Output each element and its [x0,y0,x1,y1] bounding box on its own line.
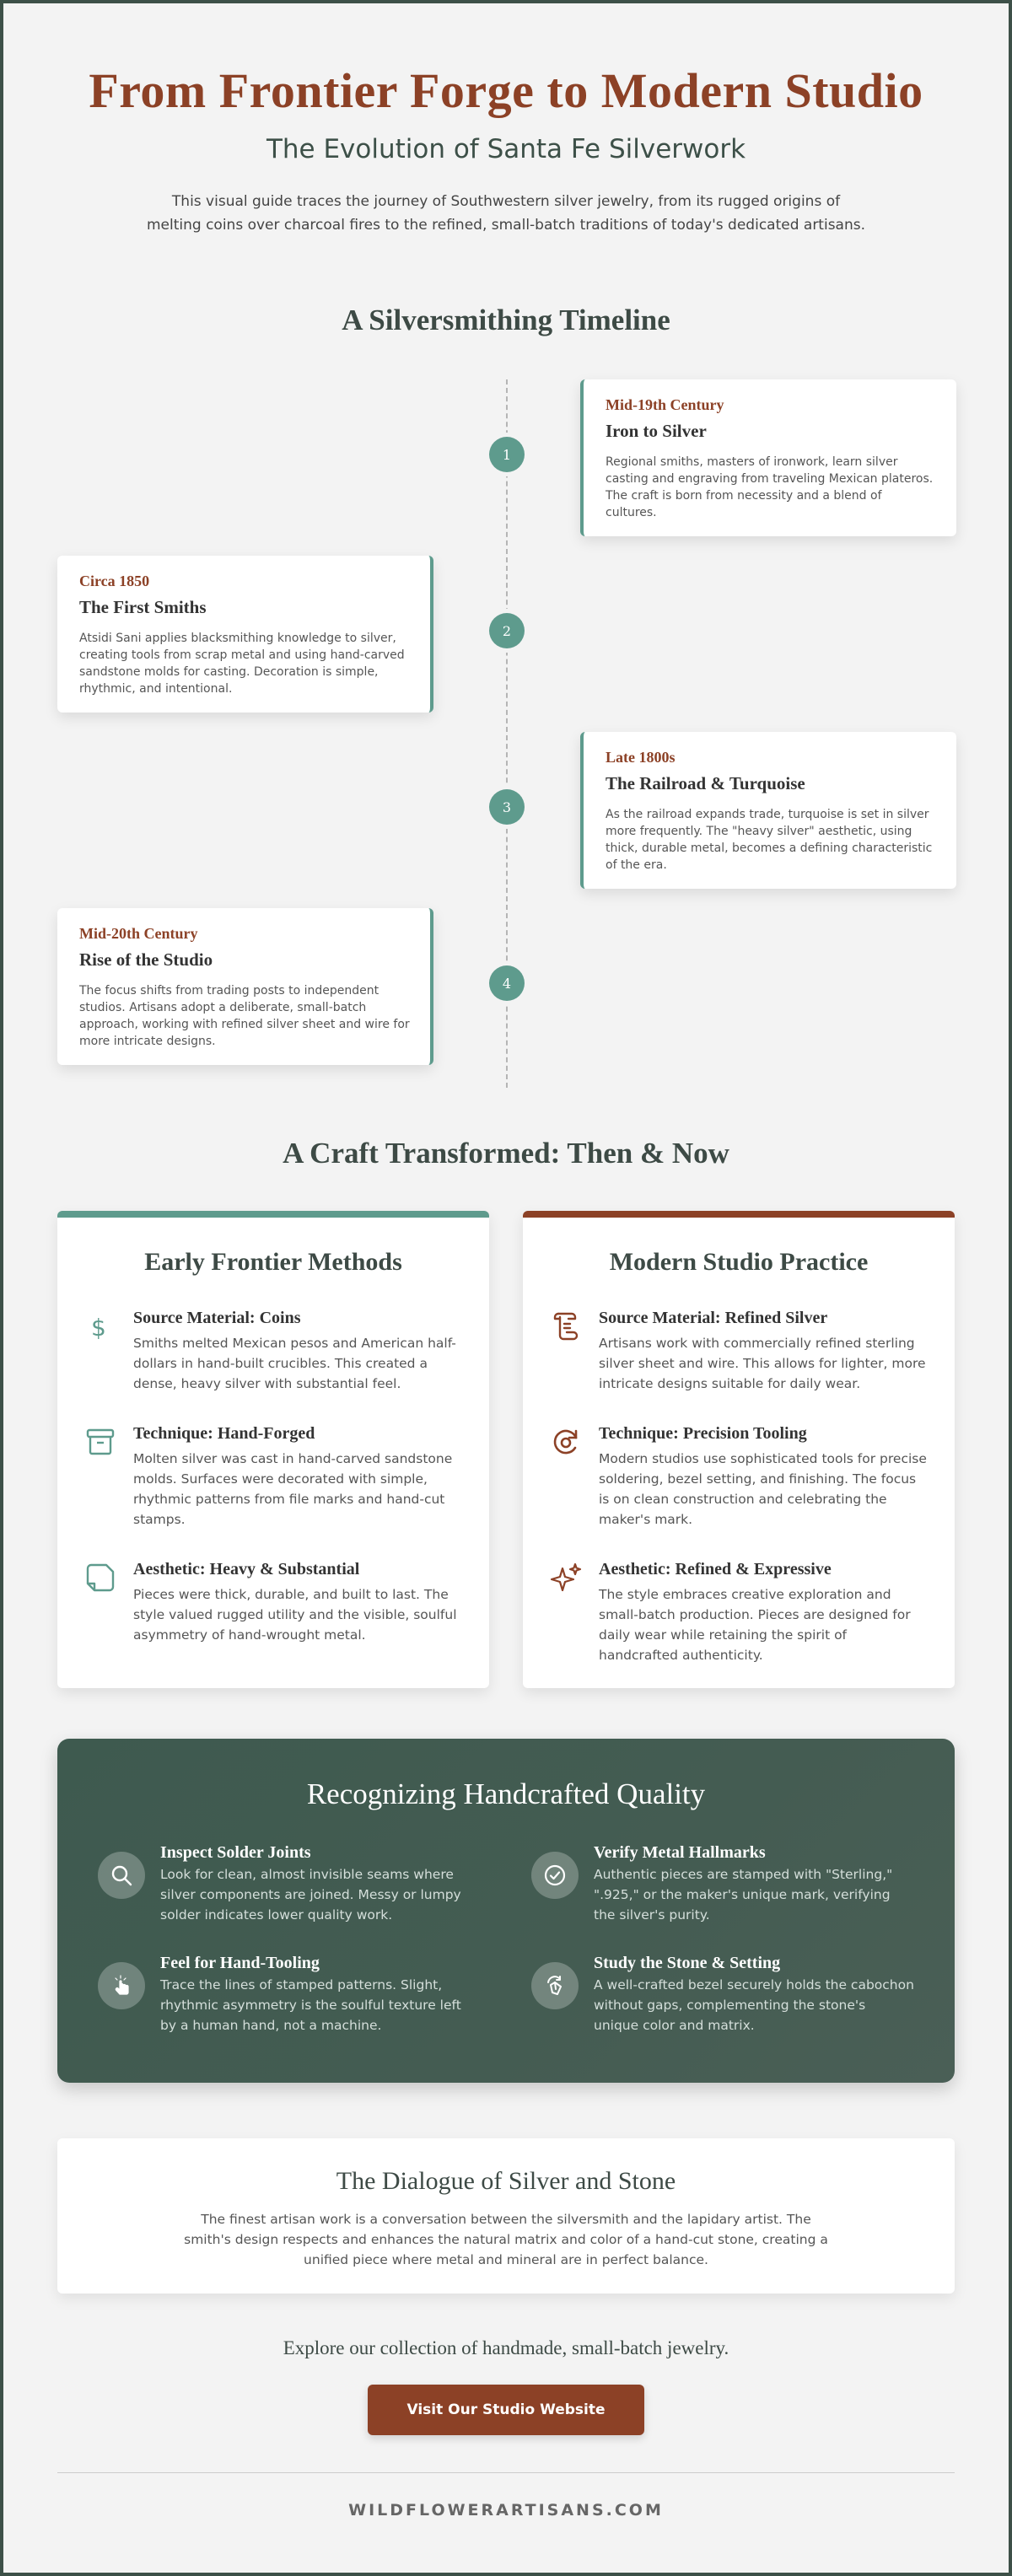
modern-item-precision [550,1424,928,1530]
early-methods-heading: Early Frontier Methods [144,1248,402,1276]
timeline-marker-1: 1 [489,437,525,472]
quality-item-hand-tooling [98,1954,481,2036]
item-title: Aesthetic: Refined & Expressive [599,1560,832,1578]
visit-studio-button[interactable]: Visit Our Studio Website [368,2385,644,2435]
sparkles-icon [550,1560,599,1665]
search-icon [98,1852,145,1899]
early-methods-card [57,1211,489,1688]
hand-pointer-icon [98,1962,145,2009]
cta-text: Explore our collection of handmade, small-batch jewelry. [283,2337,729,2358]
quality-item-title: Study the Stone & Setting [594,1954,781,1972]
timeline-card-1 [580,379,956,536]
item-description: Modern studios use sophisticated tools for precise soldering, bezel setting, and finishing. The focus is on clean construction and celebrating the maker's mark. [599,1451,927,1527]
timeline-event-title: Rise of the Studio [79,949,213,970]
refresh-tool-icon [550,1424,599,1530]
quality-item-title: Verify Metal Hallmarks [594,1843,766,1862]
item-title: Technique: Hand-Forged [133,1424,315,1443]
archive-box-icon [84,1424,133,1530]
timeline-event-title: The First Smiths [79,597,207,617]
check-circle-icon [531,1852,579,1899]
item-description: Smiths melted Mexican pesos and American half-dollars in hand-built crucibles. This created a dense, heavy silver with substantial feel. [133,1336,456,1391]
item-description: Artisans work with commercially refined sterling silver sheet and wire. This allows for lighter, more intricate designs suitable for daily wear. [599,1336,926,1391]
early-item-coins [84,1309,462,1394]
timeline-marker-4: 4 [489,965,525,1001]
quality-item-description: A well-crafted bezel securely holds the cabochon without gaps, complementing the stone's unique color and matrix. [594,1977,914,2033]
timeline-description: Atsidi Sani applies blacksmithing knowledge to silver, creating tools from scrap metal and using hand-carved sandstone molds for casting. Decoration is simple, rhythmic, and intentional. [79,632,405,696]
quality-item-title: Feel for Hand-Tooling [160,1954,320,1972]
timeline-card-3 [580,732,956,889]
page-title: From Frontier Forge to Modern Studio [89,63,923,118]
quality-section [57,1739,955,2083]
item-description: Molten silver was cast in hand-carved sandstone molds. Surfaces were decorated with simple, rhythmic patterns from file marks and hand-cut stamps. [133,1451,453,1527]
gem-setting-icon [531,1962,579,2009]
item-title: Source Material: Refined Silver [599,1309,828,1327]
early-item-hand-forged [84,1424,462,1530]
dialogue-section [57,2138,955,2294]
timeline-description: The focus shifts from trading posts to independent studios. Artisans adopt a deliberate, small-batch approach, working with refined silver sheet and wire for more intricate designs. [79,984,410,1048]
timeline-marker-3: 3 [489,789,525,825]
quality-item-stone-setting [531,1954,914,2036]
hero-header [3,3,1009,237]
scroll-icon [550,1309,599,1394]
modern-item-expressive [550,1560,928,1665]
svg-text:$: $ [91,1314,106,1342]
timeline-description: As the railroad expands trade, turquoise is set in silver more frequently. The "heavy silver" aesthetic, using thick, durable metal, becomes a defining characteristic of the era. [606,808,933,872]
timeline-card-2 [57,556,433,713]
page-subtitle: The Evolution of Santa Fe Silverwork [266,134,746,164]
timeline-date: Mid-20th Century [79,925,198,942]
intro-text: This visual guide traces the journey of Southwestern silver jewelry, from its rugged origins of melting coins over charcoal fires to the refined, small-batch traditions of today's dedicated artisans. [146,193,866,234]
timeline-event-title: The Railroad & Turquoise [606,773,805,793]
modern-item-refined-silver [550,1309,928,1394]
dollar-icon [84,1309,133,1394]
modern-practice-heading: Modern Studio Practice [609,1248,869,1276]
quality-item-description: Look for clean, almost invisible seams where silver components are joined. Messy or lumpy solder indicates lower quality work. [160,1867,461,1923]
timeline-date: Mid-19th Century [606,396,724,413]
quality-item-hallmarks [531,1843,914,1925]
quality-item-title: Inspect Solder Joints [160,1843,311,1862]
item-description: The style embraces creative exploration and small-batch production. Pieces are designed for daily wear while retaining the spirit of handcrafted authenticity. [599,1587,911,1663]
comparison-title: A Craft Transformed: Then & Now [283,1137,729,1170]
quality-item-description: Authentic pieces are stamped with "Sterling," ".925," or the maker's unique mark, verifying the silver's purity. [594,1867,893,1923]
timeline-date: Late 1800s [606,749,676,766]
dialogue-title: The Dialogue of Silver and Stone [336,2167,676,2195]
timeline-marker-2: 2 [489,613,525,648]
timeline-description: Regional smiths, masters of ironwork, learn silver casting and engraving from traveling Mexican plateros. The craft is born from necessity and a blend of cultures. [606,455,934,519]
sticky-note-icon [84,1560,133,1645]
timeline-card-4 [57,908,433,1065]
quality-item-description: Trace the lines of stamped patterns. Slight, rhythmic asymmetry is the soulful texture left by a human hand, not a machine. [160,1977,461,2033]
timeline-date: Circa 1850 [79,573,150,589]
item-title: Aesthetic: Heavy & Substantial [133,1560,360,1578]
early-item-heavy [84,1560,462,1645]
item-description: Pieces were thick, durable, and built to last. The style valued rugged utility and the visible, soulful asymmetry of hand-wrought metal. [133,1587,457,1643]
timeline-title: A Silversmithing Timeline [342,304,670,336]
quality-grid [98,1843,914,2036]
item-title: Technique: Precision Tooling [599,1424,807,1443]
quality-item-solder [98,1843,481,1925]
footer-brand-link[interactable]: WILDFLOWERARTISANS.COM [348,2501,664,2520]
item-title: Source Material: Coins [133,1309,301,1327]
modern-practice-card [523,1211,955,1688]
quality-title: Recognizing Handcrafted Quality [306,1777,706,1810]
timeline-event-title: Iron to Silver [606,421,707,441]
footer-divider [57,2472,955,2473]
dialogue-text: The finest artisan work is a conversation between the silversmith and the lapidary artist. The smith's design respects and enhances the natural matrix and color of a hand-cut stone, creating a unified piece where metal and mineral are in perfect balance. [184,2212,828,2267]
